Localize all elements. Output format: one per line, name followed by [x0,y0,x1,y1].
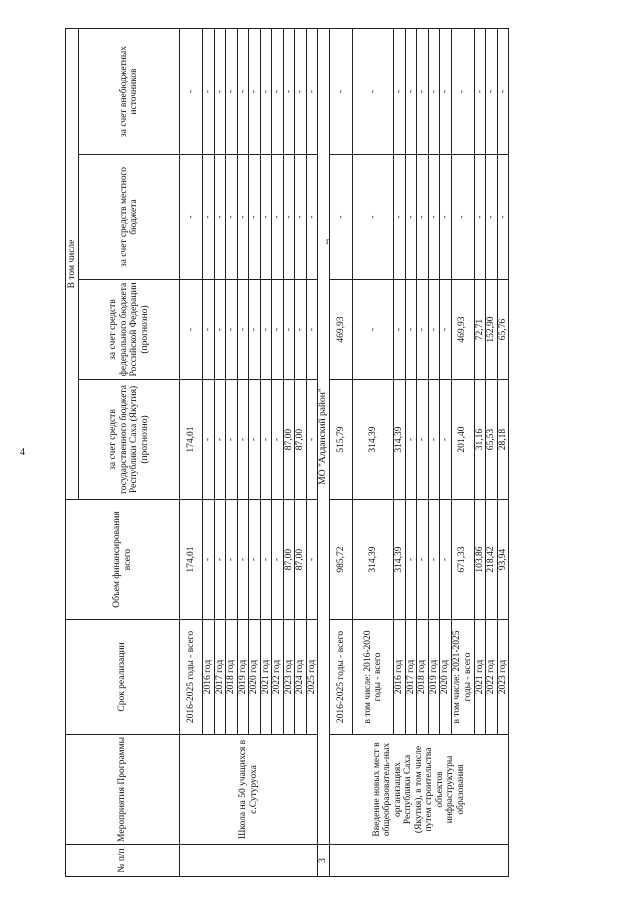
federal-cell: - [214,280,226,380]
local-cell: - [428,155,440,280]
extra-cell: - [394,28,406,154]
local-cell: - [180,155,203,280]
republic-cell: 31,16 [474,380,486,500]
local-cell: - [306,155,318,280]
extra-cell: - [272,28,284,154]
federal-cell: - [394,280,406,380]
republic-cell: 174,01 [180,380,203,500]
local-cell: - [497,155,509,280]
local-cell: - [272,155,284,280]
local-cell: - [474,155,486,280]
extra-cell: - [295,28,307,154]
extra-cell: - [237,28,249,154]
total-cell: 314,39 [394,500,406,620]
page-mark: г [326,236,330,246]
local-cell: - [417,155,429,280]
republic-cell: 87,00 [283,380,295,500]
federal-cell: 469,93 [451,280,474,380]
section-num: 3 [318,845,330,877]
table-row [330,28,353,876]
republic-cell: - [214,380,226,500]
extra-cell: - [486,28,498,154]
federal-cell: - [226,280,238,380]
measure-name: Школа на 50 учащихся в с.Сутуруоха [180,735,318,845]
header-group: В том числе [66,28,79,499]
federal-cell: 65,76 [497,280,509,380]
total-cell: - [440,500,452,620]
total-cell: 174,01 [180,500,203,620]
period-cell: 2016-2025 годы - всего [330,620,353,735]
total-cell: 218,42 [486,500,498,620]
republic-cell: 87,00 [295,380,307,500]
local-cell: - [440,155,452,280]
total-cell: - [249,500,261,620]
section-title: МО "Алданский район" [318,28,330,844]
republic-cell: - [226,380,238,500]
extra-cell: - [214,28,226,154]
extra-cell: - [428,28,440,154]
total-cell: - [260,500,272,620]
extra-cell: - [353,28,394,154]
federal-cell: - [283,280,295,380]
federal-cell: - [249,280,261,380]
federal-cell: - [203,280,215,380]
period-cell: 2019 год [428,620,440,735]
republic-cell: - [249,380,261,500]
block1-body [180,28,318,876]
local-cell: - [451,155,474,280]
republic-cell: 201,40 [451,380,474,500]
period-cell: 2017 год [214,620,226,735]
period-cell: 2021 год [260,620,272,735]
federal-cell: - [237,280,249,380]
federal-cell: - [353,280,394,380]
republic-cell: 314,39 [353,380,394,500]
republic-cell: - [417,380,429,500]
local-cell: - [486,155,498,280]
total-cell: - [237,500,249,620]
republic-cell: - [428,380,440,500]
total-cell: - [428,500,440,620]
extra-cell: - [180,28,203,154]
local-cell: - [260,155,272,280]
period-cell: 2025 год [306,620,318,735]
period-cell: 2019 год [237,620,249,735]
total-cell: 314,39 [353,500,394,620]
extra-cell: - [249,28,261,154]
period-cell: 2018 год [226,620,238,735]
period-cell: 2017 год [405,620,417,735]
federal-cell: 152,90 [486,280,498,380]
extra-cell: - [260,28,272,154]
republic-cell: 65,53 [486,380,498,500]
republic-cell: - [440,380,452,500]
republic-cell: 515,79 [330,380,353,500]
local-cell: - [283,155,295,280]
republic-cell: - [260,380,272,500]
federal-cell: - [417,280,429,380]
local-cell: - [249,155,261,280]
federal-cell: 469,93 [330,280,353,380]
local-cell: - [405,155,417,280]
total-cell: 87,00 [295,500,307,620]
extra-cell: - [226,28,238,154]
local-cell: - [394,155,406,280]
extra-cell: - [306,28,318,154]
federal-cell: - [260,280,272,380]
total-cell: - [306,500,318,620]
period-cell: 2020 год [440,620,452,735]
republic-cell: - [306,380,318,500]
republic-cell: 314,39 [394,380,406,500]
header-extra: за счет внебюджетных источников [79,28,180,154]
federal-cell: - [306,280,318,380]
total-cell: - [203,500,215,620]
extra-cell: - [283,28,295,154]
republic-cell: 28,18 [497,380,509,500]
federal-cell: 72,71 [474,280,486,380]
extra-cell: - [440,28,452,154]
total-cell: - [226,500,238,620]
total-cell: 87,00 [283,500,295,620]
header-period: Срок реализации [66,620,180,735]
extra-cell: - [497,28,509,154]
measure-name: Введение новых мест в общеобразователь-ных организациях Республики Саха (Якутия), в том числе путем строительства объектов инфраструктуры образования [330,735,509,845]
period-cell: 2022 год [486,620,498,735]
local-cell: - [214,155,226,280]
total-cell: - [214,500,226,620]
local-cell: - [353,155,394,280]
republic-cell: - [237,380,249,500]
federal-cell: - [180,280,203,380]
period-cell: 2016-2025 годы - всего [180,620,203,735]
period-cell: 2016 год [394,620,406,735]
extra-cell: - [405,28,417,154]
total-cell: 985,72 [330,500,353,620]
federal-cell: - [295,280,307,380]
period-cell: 2023 год [283,620,295,735]
federal-cell: - [272,280,284,380]
header-federal: за счет средств федерального бюджета Российской Федерации (прогнозно) [79,280,180,380]
header-republic: за счет средств государственного бюджета Республики Саха (Якутия) (прогнозно) [79,380,180,500]
federal-cell: - [440,280,452,380]
header-num: № п/п [66,845,180,877]
republic-cell: - [272,380,284,500]
local-cell: - [226,155,238,280]
period-cell: 2020 год [249,620,261,735]
block2-body [330,28,509,876]
period-cell: 2022 год [272,620,284,735]
local-cell: - [237,155,249,280]
header-total: Объем финансирования всего [66,500,180,620]
period-cell: 2021 год [474,620,486,735]
header-local: за счет средств местного бюджета [79,155,180,280]
republic-cell: - [405,380,417,500]
total-cell: 671,33 [451,500,474,620]
total-cell: 93,94 [497,500,509,620]
extra-cell: - [203,28,215,154]
total-cell: - [405,500,417,620]
local-cell: - [295,155,307,280]
total-cell: 103,86 [474,500,486,620]
extra-cell: - [330,28,353,154]
local-cell: - [330,155,353,280]
republic-cell: - [203,380,215,500]
period-cell: 2016 год [203,620,215,735]
header-measure: Мероприятия Программы [66,735,180,845]
page-number: 4 [20,447,25,458]
period-cell: 2018 год [417,620,429,735]
extra-cell: - [474,28,486,154]
local-cell: - [203,155,215,280]
federal-cell: - [405,280,417,380]
period-cell: 2023 год [497,620,509,735]
row-num-empty [330,845,509,877]
period-cell: 2024 год [295,620,307,735]
table-row [180,28,203,876]
extra-cell: - [417,28,429,154]
financing-table [65,28,509,877]
federal-cell: - [428,280,440,380]
period-cell: в том числе: 2021-2025 годы - всего [451,620,474,735]
row-num-empty [180,845,318,877]
total-cell: - [272,500,284,620]
extra-cell: - [451,28,474,154]
total-cell: - [417,500,429,620]
period-cell: в том числе: 2016-2020 годы - всего [353,620,394,735]
